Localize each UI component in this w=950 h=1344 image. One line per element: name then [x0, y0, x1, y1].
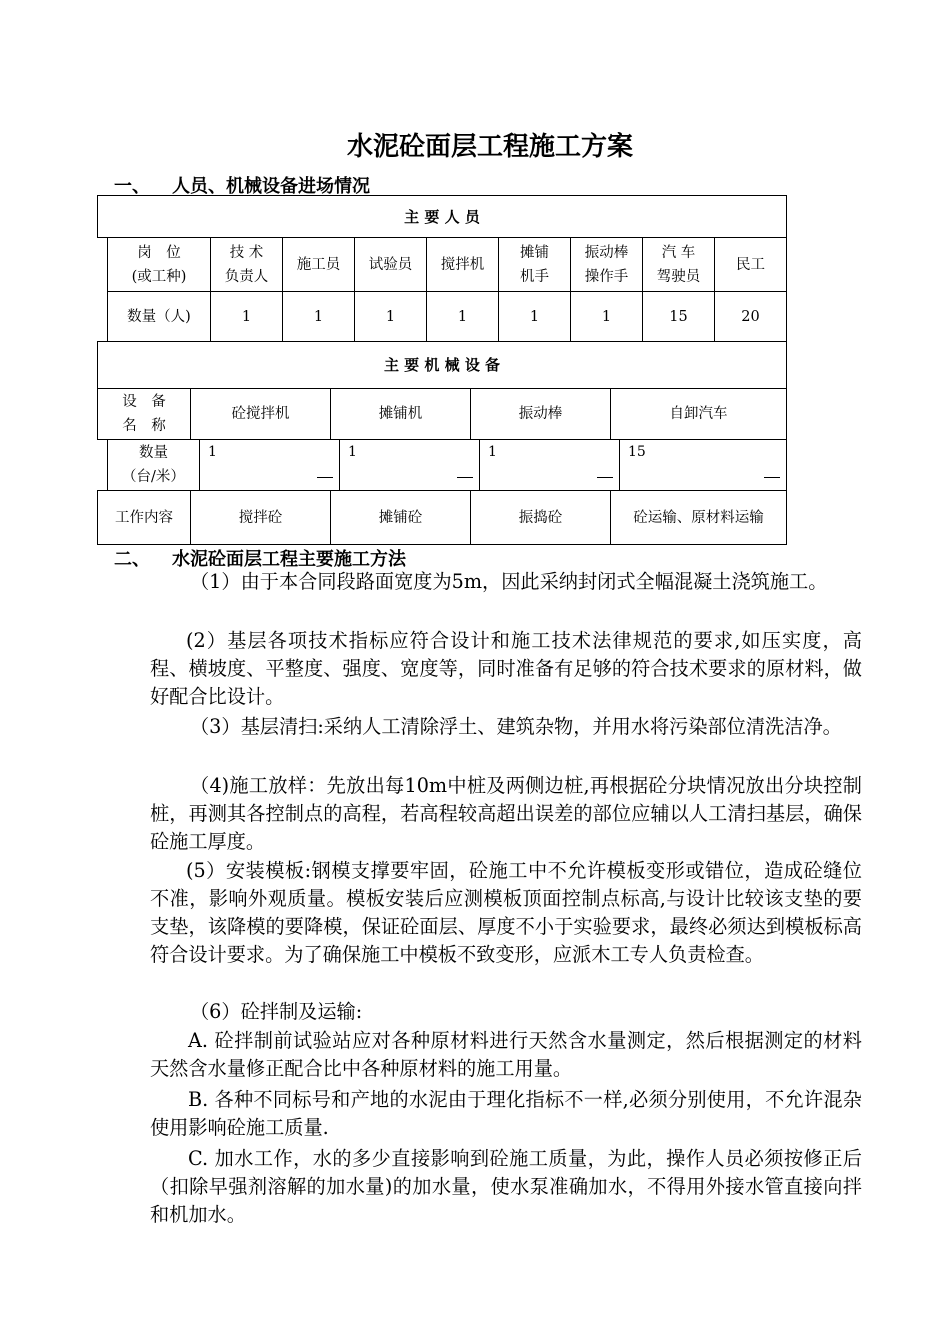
- paragraph-9: C. 加水工作，水的多少直接影响到砼施工质量，为此，操作人员必须按修正后（扣除早强剂溶解的加水量)的加水量，使水泵准确加水，不得用外接水管直接向拌和机加水。: [150, 1147, 862, 1226]
- qty-cell: 15: [642, 291, 715, 342]
- section-2-number: 二、: [114, 549, 150, 570]
- qty-cell: 1: [282, 291, 355, 342]
- qty-cell: 20: [714, 291, 787, 342]
- col-laborer: 民工: [714, 237, 787, 292]
- col-paver-operator: 摊铺 机手: [498, 237, 571, 292]
- qty-cell: 1: [570, 291, 643, 342]
- paragraph-1: （1）由于本合同段路面宽度为5m，因此采纳封闭式全幅混凝土浇筑施工。: [190, 570, 828, 593]
- section-1-number: 一、: [114, 176, 150, 197]
- col-vibrator-operator: 振动棒 操作手: [570, 237, 643, 292]
- equipment-header: 主 要 机 械 设 备: [97, 341, 787, 389]
- equipment-qty-value: 15: [628, 444, 646, 460]
- equipment-qty-cell: [619, 439, 787, 491]
- work-content-cell: 搅拌砼: [190, 490, 331, 545]
- equipment-qty-label: 数量 （台/米）: [107, 439, 200, 491]
- equipment-name: 振动棒: [470, 388, 611, 440]
- paragraph-5: (5）安装模板:钢模支撑要牢固，砼施工中不允许模板变形或错位，造成砼缝位不准，影响外观质量。模板安装后应测模板顶面控制点标高,与设计比较该支垫的要支垫，该降模的要降模，保证砼面层、厚度不小于实验要求，最终必须达到模板标高符合设计要求。为了确保施工中模板不致变形，应派木工专人负责检查。: [150, 859, 862, 966]
- col-constructor: 施工员: [282, 237, 355, 292]
- paragraph-2: (2）基层各项技术指标应符合设计和施工技术法律规范的要求,如压实度，高程、横坡度、平整度、强度、宽度等，同时准备有足够的符合技术要求的原材料，做好配合比设计。: [150, 629, 862, 708]
- equipment-name: 砼搅拌机: [190, 388, 331, 440]
- equipment-qty-value: 1: [208, 444, 217, 460]
- paragraph-4: （4)施工放样：先放出每10m中桩及两侧边桩,再根据砼分块情况放出分块控制桩，再测其各控制点的高程，若高程较高超出误差的部位应辅以人工清扫基层，确保砼施工厚度。: [150, 774, 862, 853]
- paragraph-8: B. 各种不同标号和产地的水泥由于理化指标不一样,必须分别使用，不允许混杂使用影响砼施工质量.: [150, 1088, 862, 1139]
- equipment-qty-cell: [199, 439, 340, 491]
- equipment-name: 自卸汽车: [610, 388, 787, 440]
- equipment-name-label: 设 备 名 称: [97, 388, 191, 440]
- work-content-label: 工作内容: [97, 490, 191, 545]
- position-label: 岗 位 (或工种): [107, 237, 211, 292]
- equipment-qty-value: 1: [348, 444, 357, 460]
- work-content-cell: 摊铺砼: [330, 490, 471, 545]
- equipment-name: 摊铺机: [330, 388, 471, 440]
- col-mixer: 搅拌机: [426, 237, 499, 292]
- equipment-qty-cell: [479, 439, 620, 491]
- personnel-header: 主 要 人 员: [97, 195, 787, 238]
- equipment-qty-value: 1: [488, 444, 497, 460]
- work-content-cell: 砼运输、原材料运输: [610, 490, 787, 545]
- quantity-label: 数量（人): [107, 291, 211, 342]
- paragraph-3: （3）基层清扫:采纳人工清除浮土、建筑杂物，并用水将污染部位清洗洁净。: [190, 715, 842, 738]
- col-tech-lead: 技 术 负责人: [210, 237, 283, 292]
- section-2-title: 水泥砼面层工程主要施工方法: [172, 549, 406, 570]
- paragraph-7: A. 砼拌制前试验站应对各种原材料进行天然含水量测定，然后根据测定的材料天然含水量修正配合比中各种原材料的施工用量。: [150, 1029, 862, 1080]
- col-tester: 试验员: [354, 237, 427, 292]
- qty-cell: 1: [498, 291, 571, 342]
- qty-cell: 1: [426, 291, 499, 342]
- work-content-cell: 振捣砼: [470, 490, 611, 545]
- qty-cell: 1: [210, 291, 283, 342]
- page-title: 水泥砼面层工程施工方案: [346, 132, 633, 162]
- equipment-qty-cell: [339, 439, 480, 491]
- qty-cell: 1: [354, 291, 427, 342]
- col-driver: 汽 车 驾驶员: [642, 237, 715, 292]
- section-1-title: 人员、机械设备进场情况: [172, 176, 370, 197]
- paragraph-6: （6）砼拌制及运输:: [190, 1000, 363, 1023]
